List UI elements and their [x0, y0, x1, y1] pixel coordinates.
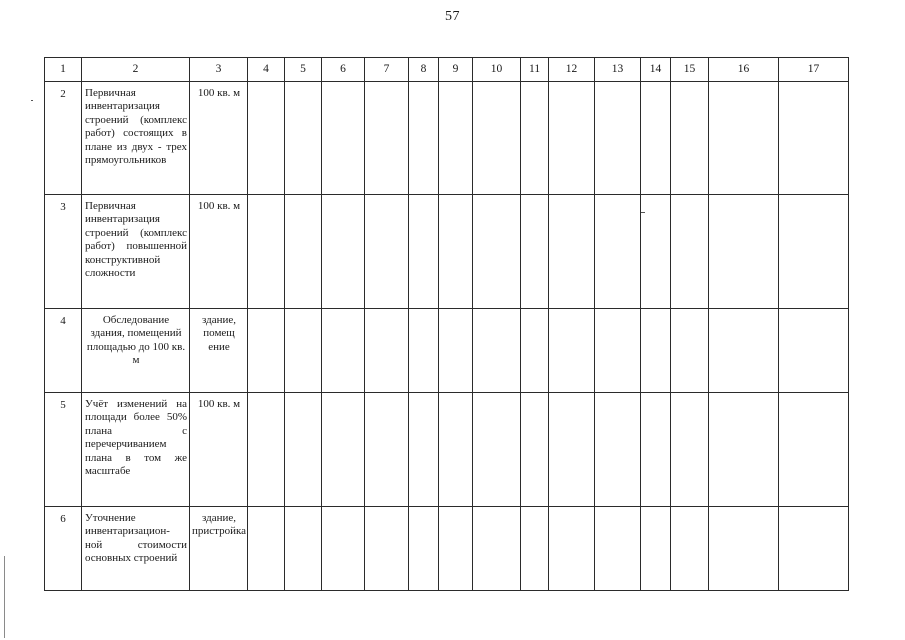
empty-cell: [709, 393, 779, 507]
unit-of-measure: 100 кв. м: [190, 82, 248, 195]
empty-cell: [521, 195, 549, 309]
empty-cell: [595, 393, 641, 507]
empty-cell: [641, 309, 671, 393]
column-header: 9: [439, 58, 473, 82]
margin-scan-line: [4, 556, 5, 638]
empty-cell: [473, 82, 521, 195]
empty-cell: [549, 82, 595, 195]
empty-cell: [248, 309, 285, 393]
unit-of-measure: 100 кв. м: [190, 393, 248, 507]
work-name: Первичная инвентаризация строений (комплекс работ) состоящих в плане из двух - трех прямоугольников: [82, 82, 190, 195]
empty-cell: [439, 195, 473, 309]
table-header-row: [45, 58, 849, 82]
row-number: 6: [45, 507, 82, 591]
row-number: 2: [45, 82, 82, 195]
column-header: 11: [521, 58, 549, 82]
empty-cell: [595, 309, 641, 393]
empty-cell: [709, 82, 779, 195]
column-header: 15: [671, 58, 709, 82]
empty-cell: [595, 82, 641, 195]
empty-cell: [248, 82, 285, 195]
empty-cell: [365, 82, 409, 195]
empty-cell: [549, 507, 595, 591]
empty-cell: [779, 507, 849, 591]
work-name: Первичная инвентаризация строений (комплекс работ) повышенной конструктивной сложности: [82, 195, 190, 309]
empty-cell: [409, 195, 439, 309]
empty-cell: [641, 507, 671, 591]
table-row: [45, 82, 849, 195]
column-header: 5: [285, 58, 322, 82]
empty-cell: [409, 507, 439, 591]
empty-cell: [473, 393, 521, 507]
empty-cell: [671, 82, 709, 195]
column-header: 1: [45, 58, 82, 82]
empty-cell: [365, 195, 409, 309]
column-header: 10: [473, 58, 521, 82]
column-header: 14: [641, 58, 671, 82]
stray-mark: [641, 212, 645, 213]
column-header: 3: [190, 58, 248, 82]
empty-cell: [285, 309, 322, 393]
column-header: 13: [595, 58, 641, 82]
column-header: 8: [409, 58, 439, 82]
empty-cell: [549, 195, 595, 309]
row-number: 5: [45, 393, 82, 507]
empty-cell: [779, 82, 849, 195]
empty-cell: [322, 507, 365, 591]
empty-cell: [641, 82, 671, 195]
empty-cell: [322, 195, 365, 309]
column-header: 12: [549, 58, 595, 82]
unit-of-measure: 100 кв. м: [190, 195, 248, 309]
stray-mark: [31, 100, 33, 101]
empty-cell: [473, 195, 521, 309]
empty-cell: [322, 393, 365, 507]
empty-cell: [439, 309, 473, 393]
empty-cell: [641, 195, 671, 309]
table-row: [45, 309, 849, 393]
empty-cell: [439, 507, 473, 591]
empty-cell: [322, 82, 365, 195]
unit-of-measure: здание, помещ ение: [190, 309, 248, 393]
empty-cell: [521, 82, 549, 195]
empty-cell: [365, 507, 409, 591]
empty-cell: [322, 309, 365, 393]
empty-cell: [248, 507, 285, 591]
column-header: 16: [709, 58, 779, 82]
empty-cell: [248, 393, 285, 507]
empty-cell: [595, 195, 641, 309]
empty-cell: [365, 393, 409, 507]
empty-cell: [365, 309, 409, 393]
empty-cell: [285, 393, 322, 507]
work-name: Уточнение инвентаризацион-ной стоимости основных строений: [82, 507, 190, 591]
empty-cell: [671, 195, 709, 309]
empty-cell: [521, 309, 549, 393]
empty-cell: [521, 393, 549, 507]
empty-cell: [595, 507, 641, 591]
empty-cell: [709, 507, 779, 591]
empty-cell: [671, 393, 709, 507]
column-header: 4: [248, 58, 285, 82]
empty-cell: [779, 195, 849, 309]
empty-cell: [709, 195, 779, 309]
table-row: [45, 393, 849, 507]
empty-cell: [285, 82, 322, 195]
row-number: 4: [45, 309, 82, 393]
empty-cell: [439, 393, 473, 507]
column-header: 7: [365, 58, 409, 82]
table-row: [45, 507, 849, 591]
empty-cell: [409, 309, 439, 393]
empty-cell: [641, 393, 671, 507]
empty-cell: [409, 393, 439, 507]
column-header: 2: [82, 58, 190, 82]
empty-cell: [439, 82, 473, 195]
empty-cell: [549, 309, 595, 393]
table-row: [45, 195, 849, 309]
data-table: [44, 57, 849, 591]
empty-cell: [671, 309, 709, 393]
empty-cell: [779, 309, 849, 393]
empty-cell: [779, 393, 849, 507]
work-name: Учёт изменений на площади более 50% плана с перечерчиванием плана в том же масштабе: [82, 393, 190, 507]
empty-cell: [285, 507, 322, 591]
empty-cell: [549, 393, 595, 507]
empty-cell: [473, 309, 521, 393]
work-name: Обследование здания, помещений площадью до 100 кв. м: [82, 309, 190, 393]
empty-cell: [248, 195, 285, 309]
empty-cell: [285, 195, 322, 309]
empty-cell: [409, 82, 439, 195]
column-header: 6: [322, 58, 365, 82]
row-number: 3: [45, 195, 82, 309]
empty-cell: [521, 507, 549, 591]
page-number: 57: [445, 9, 460, 24]
empty-cell: [709, 309, 779, 393]
unit-of-measure: здание, пристройка: [190, 507, 248, 591]
empty-cell: [473, 507, 521, 591]
column-header: 17: [779, 58, 849, 82]
empty-cell: [671, 507, 709, 591]
